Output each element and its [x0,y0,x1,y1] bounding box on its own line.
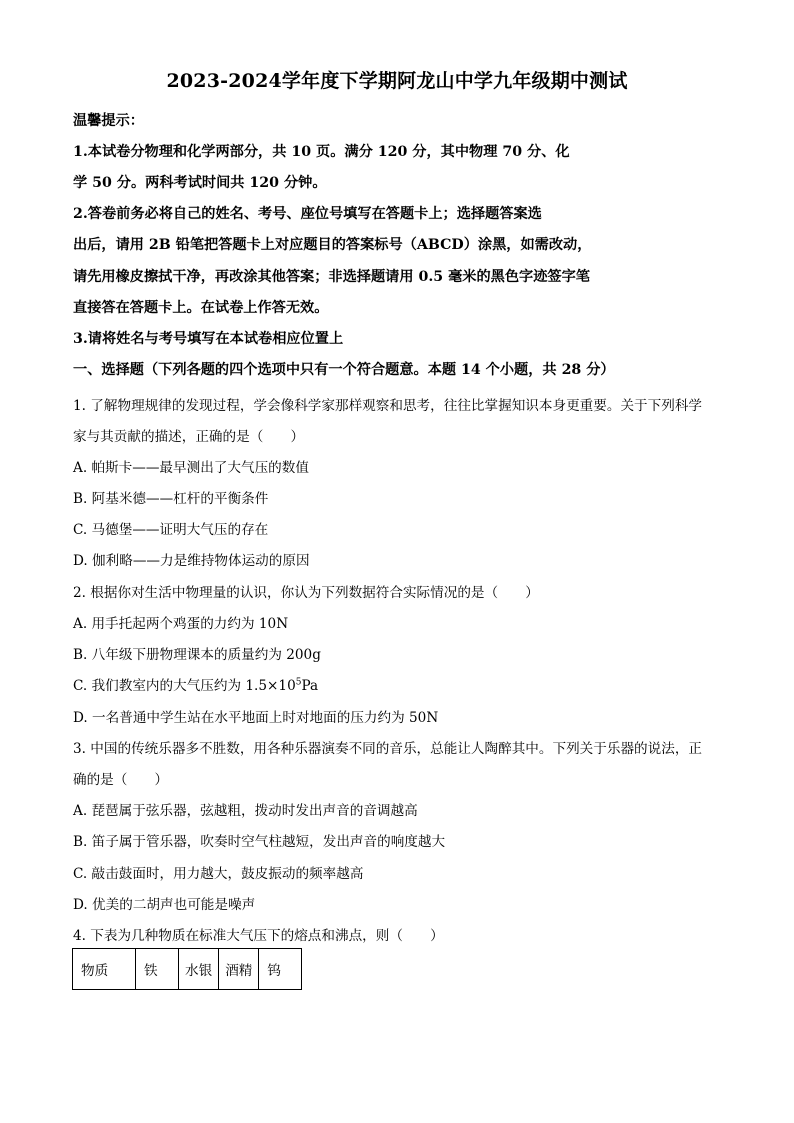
option-b: B. 八年级下册物理课本的质量约为 200g [73,647,321,663]
option-c: C. 敲击鼓面时，用力越大，鼓皮振动的频率越高 [73,866,364,882]
tips-line: 出后，请用 2B 铅笔把答题卡上对应题目的答案标号（ABCD）涂黑，如需改动， [73,237,592,253]
tips-line: 3.请将姓名与考号填写在本试卷相应位置上 [73,331,344,347]
question-stem: 确的是（ ） [73,772,169,788]
option-a: A. 用手托起两个鸡蛋的力约为 10N [73,616,289,632]
table-cell: 铁 [136,949,179,990]
table-row [73,949,302,990]
tips-line: 1.本试卷分物理和化学两部分，共 10 页。满分 120 分，其中物理 70 分、化 [73,144,570,160]
exponent: 5 [295,677,302,688]
question-stem: 1. 了解物理规律的发现过程，学会像科学家那样观察和思考，往往比掌握知识本身更重要。关于下列科学 [73,398,703,414]
question-stem: 4. 下表为几种物质在标准大气压下的熔点和沸点，则（ ） [73,928,444,944]
table-cell: 钨 [259,949,302,990]
option-d: D. 优美的二胡声也可能是噪声 [73,897,256,913]
table-cell: 物质 [73,949,136,990]
tips-heading: 温馨提示： [73,113,144,129]
tips-line: 请先用橡皮擦拭干净，再改涂其他答案；非选择题请用 0.5 毫米的黑色字迹签字笔 [73,269,590,285]
option-d: D. 一名普通中学生站在水平地面上时对地面的压力约为 50N [73,710,439,726]
tips-line: 学 50 分。两科考试时间共 120 分钟。 [73,175,327,191]
option-c-text: C. 我们教室内的大气压约为 1.5×10 [73,678,296,694]
option-b: B. 笛子属于管乐器，吹奏时空气柱越短，发出声音的响度越大 [73,834,446,850]
option-d: D. 伽利略——力是维持物体运动的原因 [73,553,310,569]
unit: Pa [301,678,319,694]
tips-line: 直接答在答题卡上。在试卷上作答无效。 [73,300,329,316]
section-heading: 一、选择题（下列各题的四个选项中只有一个符合题意。本题 14 个小题，共 28 分） [73,362,615,378]
option-c: C. 马德堡——证明大气压的存在 [73,522,269,538]
option-c [73,674,318,694]
table-cell: 酒精 [219,949,259,990]
option-b: B. 阿基米德——杠杆的平衡条件 [73,491,269,507]
question-stem: 家与其贡献的描述，正确的是（ ） [73,429,305,445]
table-cell: 水银 [179,949,219,990]
substance-table [72,948,302,990]
question-stem: 3. 中国的传统乐器多不胜数，用各种乐器演奏不同的音乐，总能让人陶醉其中。下列关于乐器的说法，正 [73,741,703,757]
tips-line: 2.答卷前务必将自己的姓名、考号、座位号填写在答题卡上；选择题答案选 [73,206,542,222]
question-stem: 2. 根据你对生活中物理量的认识，你认为下列数据符合实际情况的是（ ） [73,585,539,601]
option-a: A. 帕斯卡——最早测出了大气压的数值 [73,460,309,476]
page-title: 2023-2024学年度下学期阿龙山中学九年级期中测试 [166,70,628,92]
option-a: A. 琵琶属于弦乐器，弦越粗，拨动时发出声音的音调越高 [73,803,418,819]
